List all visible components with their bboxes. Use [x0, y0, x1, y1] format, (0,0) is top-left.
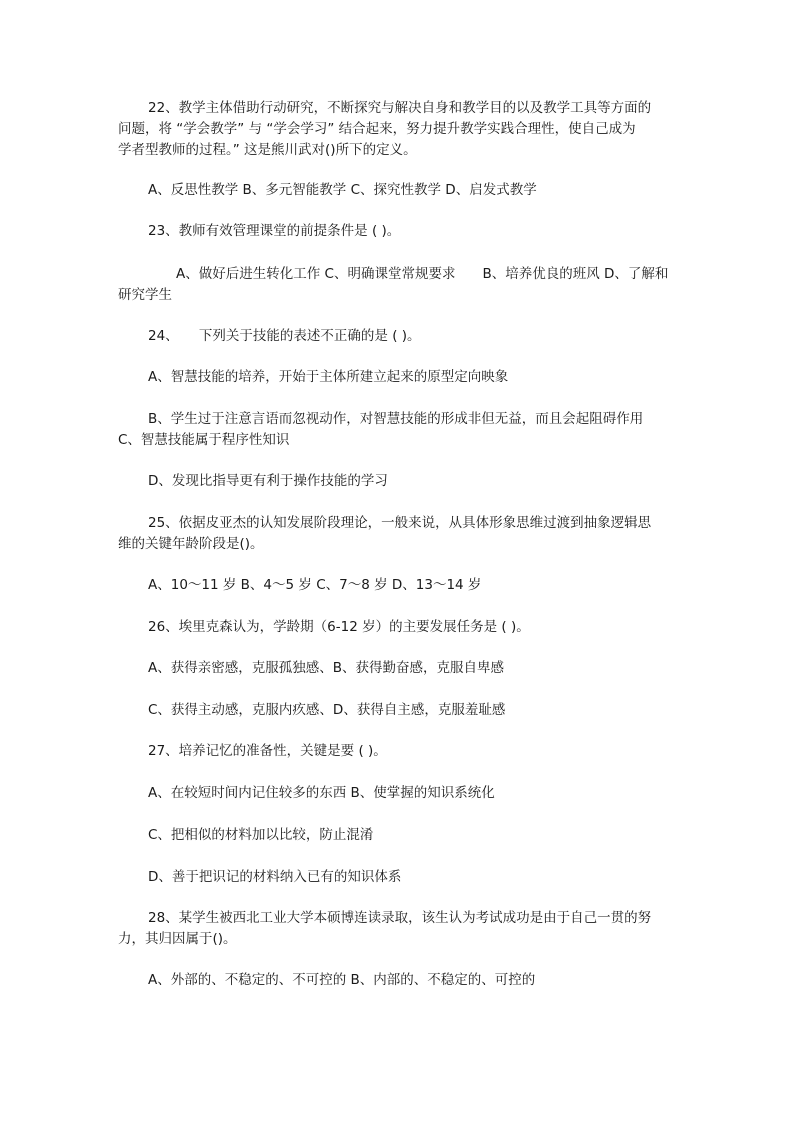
q23-options-line-2: 研究学生	[118, 287, 172, 303]
q27-option-c: C、把相似的材料加以比较，防止混淆	[148, 827, 374, 843]
q26-stem: 26、埃里克森认为，学龄期（6-12 岁）的主要发展任务是 ( )。	[148, 619, 530, 635]
q28-options: A、外部的、不稳定的、不可控的 B、内部的、不稳定的、可控的	[148, 972, 536, 988]
q23-stem: 23、教师有效管理课堂的前提条件是 ( )。	[148, 223, 401, 239]
q24-option-a: A、智慧技能的培养，开始于主体所建立起来的原型定向映象	[148, 369, 509, 385]
q24-option-c: C、智慧技能属于程序性知识	[118, 432, 290, 448]
q26-options-ab: A、获得亲密感，克服孤独感、B、获得勤奋感，克服自卑感	[148, 660, 504, 676]
q24-option-b: B、学生过于注意言语而忽视动作，对智慧技能的形成非但无益，而且会起阻碍作用	[148, 411, 644, 427]
q24-stem: 24、 下列关于技能的表述不正确的是 ( )。	[148, 328, 421, 344]
q28-stem-line-1: 28、某学生被西北工业大学本硕博连读录取，该生认为考试成功是由于自己一贯的努	[148, 910, 652, 926]
q22-stem-line-2: 问题，将 “学会教学” 与 “学会学习” 结合起来，努力提升教学实践合理性，使自己成为	[118, 121, 636, 137]
q28-stem-line-2: 力，其归因属于()。	[118, 931, 237, 947]
q26-options-cd: C、获得主动感，克服内疚感、D、获得自主感，克服羞耻感	[148, 702, 506, 718]
q27-option-d: D、善于把识记的材料纳入已有的知识体系	[148, 869, 402, 885]
q25-options: A、10～11 岁 B、4～5 岁 C、7～8 岁 D、13～14 岁	[148, 577, 482, 593]
q27-stem: 27、培养记忆的准备性，关键是要 ( )。	[148, 743, 387, 759]
q24-option-d: D、发现比指导更有利于操作技能的学习	[148, 473, 388, 489]
q27-options-ab: A、在较短时间内记住较多的东西 B、使掌握的知识系统化	[148, 785, 495, 801]
q22-stem-line-3: 学者型教师的过程。” 这是熊川武对()所下的定义。	[118, 142, 417, 158]
q22-options: A、反思性教学 B、多元智能教学 C、探究性教学 D、启发式教学	[148, 182, 537, 198]
q22-stem-line-1: 22、教学主体借助行动研究，不断探究与解决自身和教学目的以及教学工具等方面的	[148, 100, 652, 116]
q23-options-line-1: A、做好后进生转化工作 C、明确课堂常规要求 B、培养优良的班风 D、了解和	[176, 266, 669, 282]
q25-stem-line-1: 25、依据皮亚杰的认知发展阶段理论，一般来说，从具体形象思维过渡到抽象逻辑思	[148, 515, 652, 531]
q25-stem-line-2: 维的关键年龄阶段是()。	[118, 536, 264, 552]
